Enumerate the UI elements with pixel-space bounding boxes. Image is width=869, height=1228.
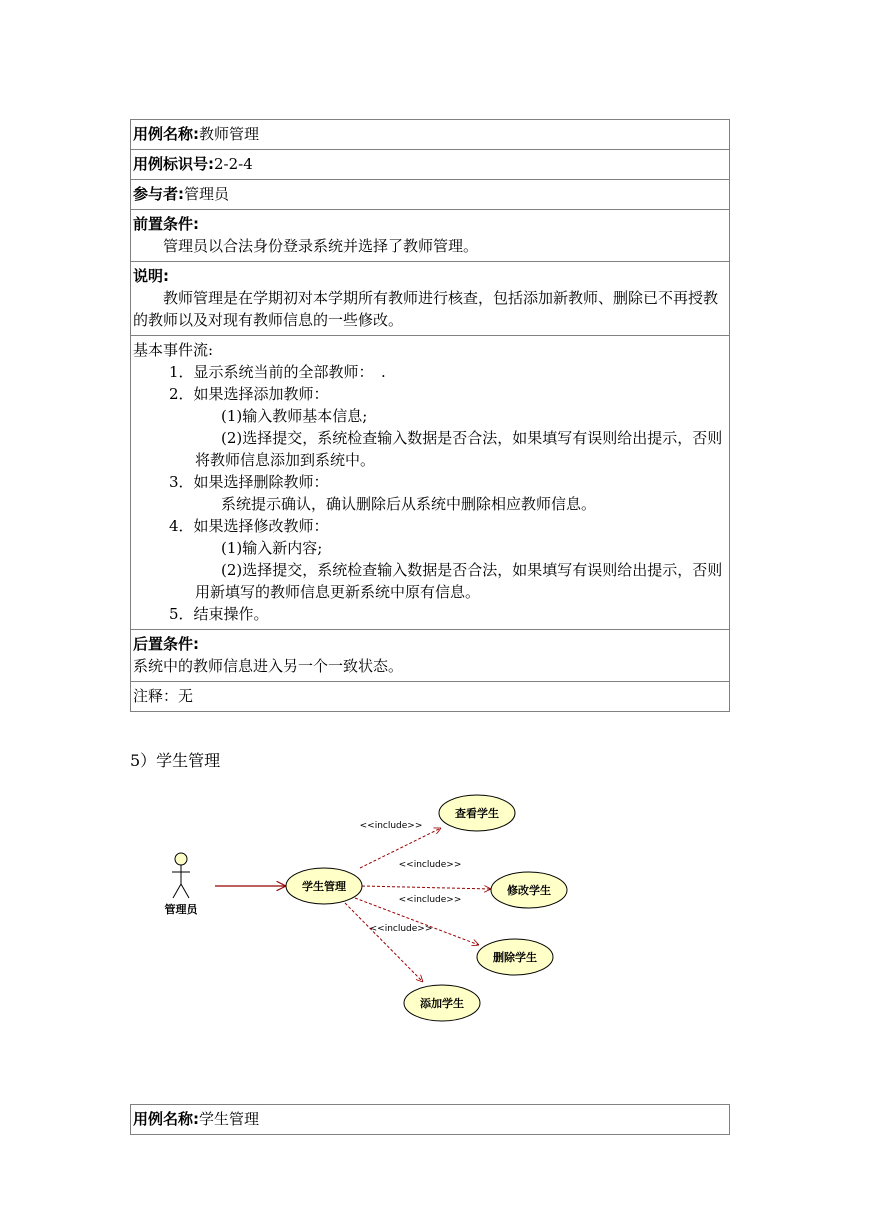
row-basic-flow	[131, 336, 730, 630]
use-case-table-student	[130, 1104, 730, 1135]
flow-step-1: 1．显示系统当前的全部教师： .	[169, 363, 386, 381]
postcondition-label: 后置条件:	[133, 635, 199, 653]
actor-label: 参与者:	[133, 185, 184, 203]
description-label: 说明:	[133, 267, 169, 285]
use-case-name-value: 教师管理	[199, 125, 260, 143]
usecase-delete-student-label: 删除学生	[493, 951, 537, 964]
use-case-table-teacher	[130, 119, 730, 712]
flow-step-3: 3．如果选择删除教师：	[169, 473, 329, 491]
precondition-label: 前置条件:	[133, 215, 199, 233]
flow-step-2: 2．如果选择添加教师：	[169, 385, 329, 403]
row-use-case-name	[131, 120, 730, 150]
flow-step-4-2: (2)选择提交，系统检查输入数据是否合法，如果填写有误则给出提示，否则用新填写的教师信息更新系统中原有信息。	[195, 561, 723, 601]
usecase-student-management-label: 学生管理	[302, 880, 346, 893]
actor-value: 管理员	[184, 185, 230, 203]
flow-step-2-1: (1)输入教师基本信息;	[221, 407, 368, 425]
flow-step-4: 4．如果选择修改教师：	[169, 517, 329, 535]
usecase-add-student-label: 添加学生	[420, 997, 464, 1010]
row-actor	[131, 180, 730, 210]
include-arrow-edit	[362, 886, 491, 889]
row-description	[131, 262, 730, 336]
include-label-add: <<include>>	[369, 924, 433, 934]
use-case-diagram	[155, 790, 595, 1030]
description-text: 教师管理是在学期初对本学期所有教师进行核查，包括添加新教师、删除已不再授教的教师以及对现有教师信息的一些修改。	[133, 289, 719, 329]
use-case-id-label: 用例标识号:	[133, 155, 214, 173]
precondition-text: 管理员以合法身份登录系统并选择了教师管理。	[163, 237, 479, 255]
include-label-edit: <<include>>	[398, 860, 462, 870]
flow-step-2-2: (2)选择提交，系统检查输入数据是否合法，如果填写有误则给出提示，否则将教师信息添加到系统中。	[195, 429, 723, 469]
flow-step-4-1: (1)输入新内容;	[221, 539, 323, 557]
row-use-case-name-2	[131, 1105, 730, 1135]
row-precondition	[131, 210, 730, 262]
usecase-edit-student-label: 修改学生	[507, 884, 551, 897]
section-heading: 5）学生管理	[130, 751, 221, 770]
row-postcondition	[131, 630, 730, 682]
include-arrow-delete	[355, 898, 479, 945]
include-arrow-add	[345, 903, 423, 982]
row-note	[131, 682, 730, 712]
note-text: 注释：无	[133, 687, 194, 705]
basic-flow-label: 基本事件流:	[133, 341, 214, 359]
actor-name: 管理员	[164, 903, 198, 916]
usecase-view-student-label: 查看学生	[455, 807, 499, 820]
use-case-name-label: 用例名称:	[133, 125, 199, 143]
use-case-name-label-2: 用例名称:	[133, 1110, 199, 1128]
use-case-id-value: 2-2-4	[214, 155, 253, 173]
row-use-case-id	[131, 150, 730, 180]
flow-step-5: 5．结束操作。	[169, 605, 269, 623]
flow-step-3-1: 系统提示确认，确认删除后从系统中删除相应教师信息。	[221, 495, 597, 513]
postcondition-text: 系统中的教师信息进入另一个一致状态。	[133, 657, 404, 675]
actor-stick-figure-icon	[172, 853, 190, 898]
include-label-view: <<include>>	[359, 821, 423, 831]
include-label-delete: <<include>>	[398, 895, 462, 905]
use-case-name-value-2: 学生管理	[199, 1110, 260, 1128]
